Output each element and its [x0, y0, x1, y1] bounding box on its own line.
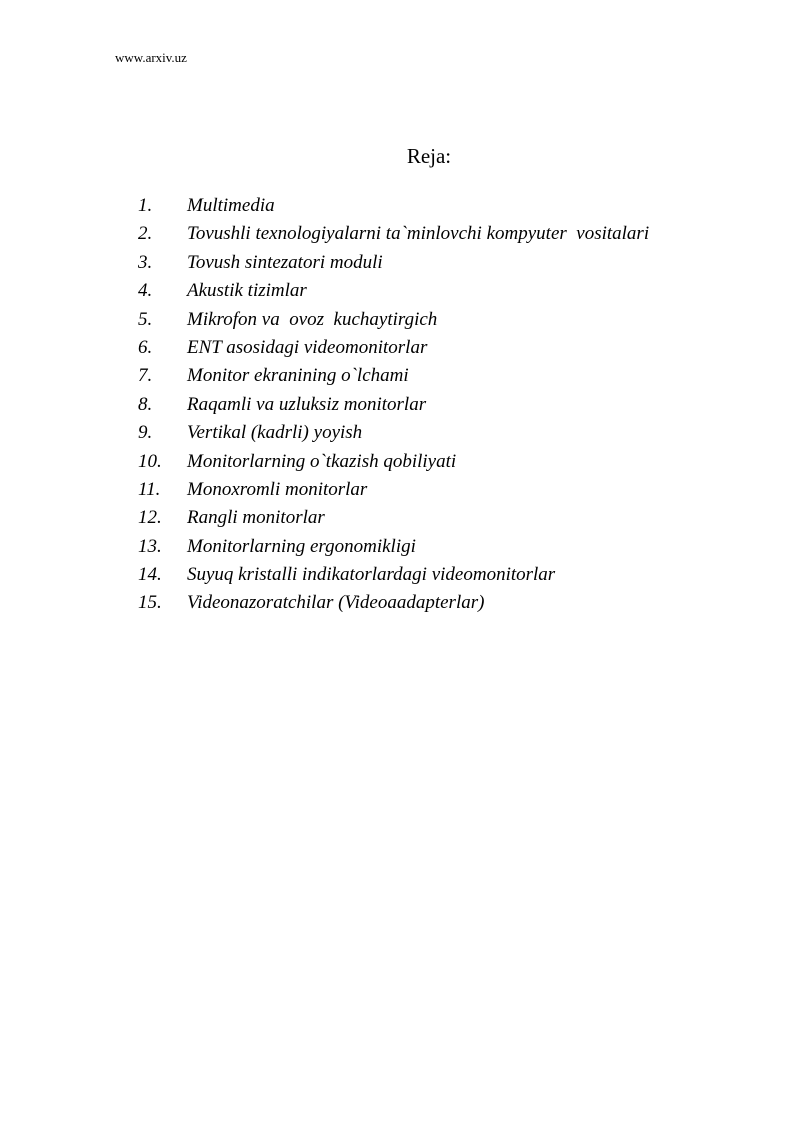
plan-item-number: 11. [138, 478, 161, 500]
plan-list [138, 192, 649, 618]
plan-item [138, 504, 649, 532]
plan-item [138, 362, 649, 390]
plan-item [138, 306, 649, 334]
plan-item [138, 589, 649, 617]
plan-item-text: ENT asosidagi videomonitorlar [187, 336, 428, 358]
plan-item-number: 4. [138, 280, 153, 302]
plan-item-number: 6. [138, 336, 153, 358]
plan-item [138, 391, 649, 419]
plan-item-text: Monitor ekranining o`lchami [187, 365, 409, 387]
plan-item [138, 533, 649, 561]
plan-item-number: 15. [138, 592, 162, 614]
plan-item [138, 192, 649, 220]
plan-item-text: Monoxromli monitorlar [187, 478, 368, 500]
plan-item-text: Suyuq kristalli indikatorlardagi videomonitorlar [187, 564, 556, 586]
plan-item-number: 3. [138, 251, 153, 273]
plan-item-text: Tovush sintezatori moduli [187, 251, 383, 273]
plan-item [138, 419, 649, 447]
plan-item-number: 7. [138, 365, 153, 387]
plan-item-text: Monitorlarning o`tkazish qobiliyati [187, 450, 457, 472]
plan-item [138, 448, 649, 476]
plan-item-number: 13. [138, 535, 162, 557]
plan-item [138, 249, 649, 277]
plan-title: Reja: [406, 144, 452, 168]
plan-item-text: Rangli monitorlar [187, 507, 325, 529]
page-header-site: www.arxiv.uz [115, 50, 187, 65]
plan-item-text: Tovushli texnologiyalarni ta`minlovchi kompyuter vositalari [187, 223, 650, 245]
plan-item-text: Vertikal (kadrli) yoyish [187, 422, 363, 444]
plan-item-number: 9. [138, 422, 153, 444]
plan-item-number: 10. [138, 450, 162, 472]
plan-item-number: 12. [138, 507, 162, 529]
plan-item-text: Raqamli va uzluksiz monitorlar [187, 393, 427, 415]
plan-item [138, 277, 649, 305]
plan-item-text: Multimedia [187, 195, 275, 216]
plan-item-number: 8. [138, 393, 153, 415]
plan-item-number: 2. [138, 223, 153, 245]
plan-item [138, 334, 649, 362]
plan-item-text: Mikrofon va ovoz kuchaytirgich [187, 308, 438, 330]
plan-item-number: 1. [138, 195, 153, 216]
plan-item [138, 220, 649, 248]
plan-item [138, 561, 649, 589]
plan-item-text: Videonazoratchilar (Videoaadapterlar) [187, 592, 485, 614]
plan-item [138, 476, 649, 504]
plan-item-number: 14. [138, 564, 162, 586]
plan-item-text: Akustik tizimlar [187, 280, 307, 302]
plan-item-text: Monitorlarning ergonomikligi [187, 535, 416, 557]
plan-item-number: 5. [138, 308, 153, 330]
